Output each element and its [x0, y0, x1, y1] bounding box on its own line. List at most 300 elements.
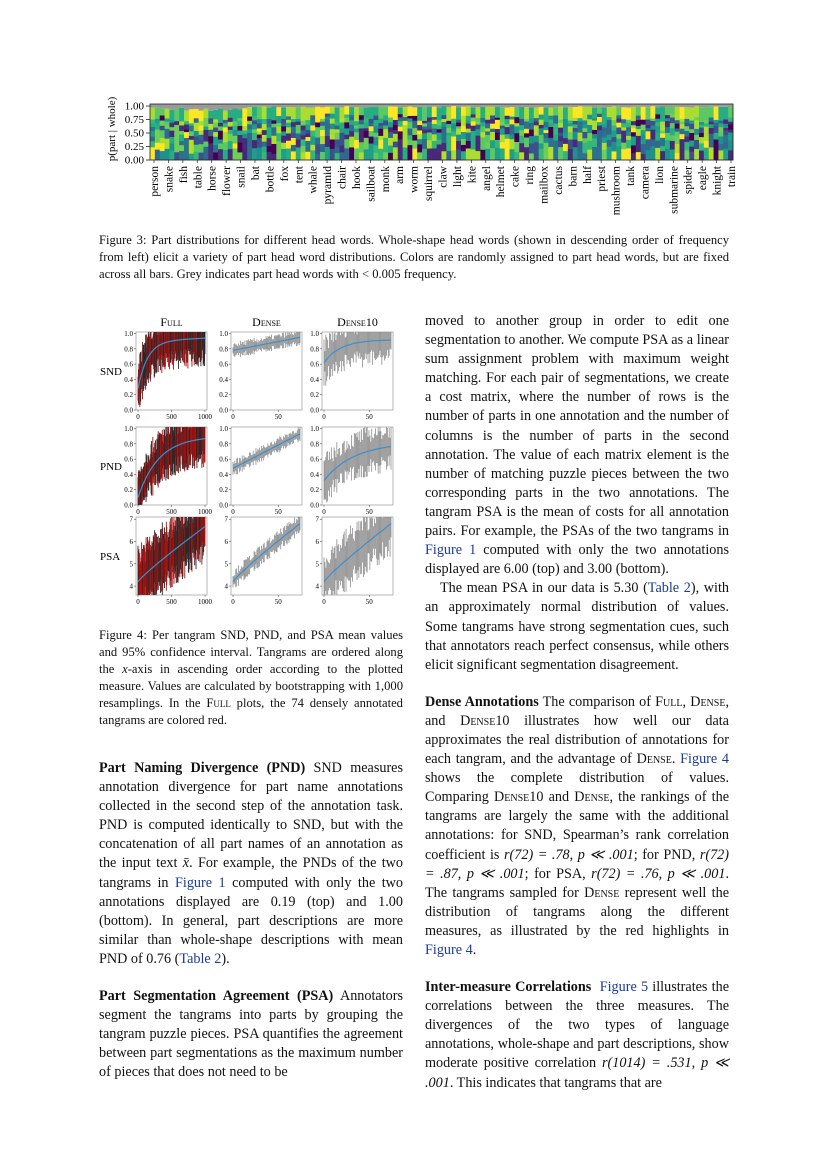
figure-4-row-label: PSA	[100, 551, 121, 563]
figure-3-bar-segment	[587, 119, 592, 125]
figure-3-bar-segment	[675, 153, 680, 161]
figure-3-bar-segment	[369, 119, 374, 123]
figure-3-bar-segment	[519, 125, 524, 130]
figure-3-bar-segment	[626, 148, 631, 160]
figure-3-bar-segment	[325, 129, 330, 136]
figure-4-ytick-label: 5	[129, 560, 133, 569]
figure-3-bar-segment	[179, 145, 184, 151]
figure-3-bar-segment	[694, 117, 699, 120]
figure-3-bar-segment-grey	[199, 104, 204, 111]
figure-4-ytick-label: 5	[315, 560, 319, 569]
figure-3-xtick-label: mailbox	[538, 166, 551, 204]
figure-3-bar-segment	[680, 148, 685, 160]
figure-3-bar-segment	[612, 130, 617, 137]
figure-3-bar-segment	[582, 120, 587, 125]
inter-measure-heading: Inter-measure Correlations	[425, 979, 592, 996]
figure-3-bar-segment	[709, 141, 714, 147]
figure-3-bar-segment	[612, 137, 617, 142]
figure-3-bar-segment	[573, 124, 578, 128]
figure-3-bar-segment	[422, 129, 427, 133]
figure-5-link[interactable]: Figure 5	[599, 979, 649, 996]
figure-3-bar-segment	[680, 107, 685, 119]
figure-3-bar-segment	[592, 138, 597, 147]
figure-3-bar-segment	[626, 120, 631, 123]
figure-3-bar-segment-grey	[354, 104, 359, 107]
figure-3-bar-segment-grey	[189, 104, 194, 109]
figure-3-bar-segment	[548, 133, 553, 138]
left-column-text	[99, 759, 403, 1083]
figure-3-bar-segment	[461, 119, 466, 126]
figure-3-bar-segment-grey	[548, 104, 553, 108]
figure-4-column-title: Dense10	[337, 315, 378, 329]
figure-3-bar-segment	[568, 126, 573, 129]
figure-3-bar-segment	[529, 153, 534, 160]
figure-3-bar-segment	[723, 107, 728, 120]
figure-3-bar-segment	[519, 130, 524, 136]
figure-3-bar-segment	[325, 107, 330, 114]
figure-3-bar-segment	[660, 138, 665, 147]
figure-3-bar-segment	[378, 106, 383, 118]
figure-3-bar-segment	[597, 117, 602, 122]
figure-3-bar-segment	[276, 126, 281, 133]
figure-3-bar-segment-grey	[165, 104, 170, 109]
figure-4-xtick-label: 500	[166, 413, 177, 421]
figure-4-link[interactable]: Figure 4	[425, 942, 473, 958]
figure-3-bar-segment-grey	[607, 104, 612, 107]
figure-3-bar-segment	[578, 118, 583, 121]
figure-3-bar-segment-grey	[276, 104, 281, 107]
figure-3-bar-segment	[675, 144, 680, 153]
figure-3-bar-segment	[524, 121, 529, 125]
figure-3-bar-segment-grey	[573, 104, 578, 107]
figure-3-bar-segment	[373, 145, 378, 153]
figure-3-bar-segment-grey	[636, 104, 641, 107]
figure-3-xtick-label: barn	[567, 166, 580, 187]
figure-3-bar-segment-grey	[680, 104, 685, 107]
figure-3-bar-segment	[631, 107, 636, 121]
figure-3-bar-segment	[699, 137, 704, 144]
figure-3-bar-segment	[689, 124, 694, 130]
figure-3-bar-segment-grey	[514, 104, 519, 108]
figure-3-bar-segment	[174, 133, 179, 138]
figure-3-bar-segment	[213, 122, 218, 127]
figure-3-bar-segment	[189, 148, 194, 154]
figure-3-bar-segment	[539, 128, 544, 135]
figure-3-bar-segment	[393, 130, 398, 134]
figure-3-bar-segment	[252, 129, 257, 133]
figure-3-bar-segment-grey	[325, 104, 330, 107]
figure-4-ytick-label: 0.2	[310, 486, 319, 495]
table-2-link[interactable]: Table 2	[647, 580, 691, 597]
figure-3-bar-segment	[680, 124, 685, 129]
figure-4-panel-psa-dense	[225, 516, 303, 606]
figure-3-xtick-label: half	[581, 166, 594, 184]
figure-3-bar-segment	[670, 135, 675, 141]
figure-4-ytick-label: 4	[224, 582, 228, 591]
figure-3-bar-segment	[276, 147, 281, 160]
figure-3-bar-segment	[655, 118, 660, 122]
figure-3-bar-segment	[335, 125, 340, 129]
figure-3-xtick-label: bottle	[264, 166, 277, 193]
figure-3-bar-segment	[544, 150, 549, 160]
figure-3-bar-segment	[373, 137, 378, 145]
figure-3-bar-segment	[495, 107, 500, 118]
figure-3-bar-segment	[442, 133, 447, 143]
figure-3-bar-segment	[718, 150, 723, 160]
figure-3-bar-segment	[553, 115, 558, 119]
figure-3-bar-segment	[539, 125, 544, 129]
figure-3-bar-segment	[189, 153, 194, 160]
figure-3-bar-segment	[539, 143, 544, 149]
figure-3-bar-segment	[417, 134, 422, 139]
figure-4-xtick-label: 0	[322, 413, 326, 421]
figure-3-bar-segment	[553, 140, 558, 152]
figure-3-bar-segment	[247, 133, 252, 138]
figure-3-bar-segment	[714, 139, 719, 150]
figure-3-chart	[95, 96, 745, 228]
figure-3-bar-segment	[271, 154, 276, 161]
figure-3-yticks	[125, 101, 150, 167]
figure-3-bar-segment-grey	[291, 104, 296, 107]
figure-3-bar-segment	[160, 143, 165, 151]
figure-3-bar-segment	[218, 149, 223, 160]
figure-3-bar-segment	[689, 146, 694, 152]
figure-4-ytick-label: 0.6	[310, 455, 319, 464]
figure-4-panel-pnd-dense	[219, 425, 302, 516]
figure-3-xtick-label: mushroom	[610, 166, 623, 216]
figure-3-bar-segment	[670, 117, 675, 123]
figure-3-bar-segment	[369, 136, 374, 143]
figure-3-bar-segment	[194, 136, 199, 145]
figure-3-bar-segment	[446, 151, 451, 161]
figure-3-bar-segment	[495, 148, 500, 161]
figure-3-bar-segment	[437, 144, 442, 152]
figure-3-bar-segment	[534, 131, 539, 136]
figure-3-bar-segment-grey	[208, 104, 213, 111]
figure-3-xtick-label: bat	[249, 166, 262, 181]
figure-4-ytick-label: 4	[315, 582, 319, 591]
pnd-paragraph: Part Naming Divergence (PND) SND measures annotation divergence for part name annotations collected in the second step of the annotation task. PND is computed identically to SND, but with the concatenation of all part names of an annotation as the input text x̄. For example, the PNDs of the two tangrams in Figure 1 computed with only the two annotations displayed are 0.19 (top) and 1.00 (bottom). In general, part descriptions are more similar than whole-shape descriptions with mean PND of 0.76 (Table 2).	[99, 760, 404, 967]
figure-3-bar-segment	[442, 115, 447, 119]
figure-3-bar-segment	[505, 138, 510, 148]
figure-3-bar-segment	[500, 125, 505, 128]
figure-3-bar-segment	[165, 132, 170, 138]
figure-3-bar-segment	[213, 145, 218, 153]
figure-3-bar-segment	[242, 119, 247, 124]
figure-3-bar-segment	[199, 140, 204, 145]
figure-3-bar-segment	[718, 144, 723, 151]
figure-3-bar-segment	[636, 126, 641, 129]
figure-3-bar-segment	[665, 121, 670, 127]
figure-3-bar-segment	[262, 106, 267, 119]
figure-3-bar-segment	[364, 131, 369, 138]
figure-1-link[interactable]: Figure 1	[175, 874, 226, 891]
figure-3-bar-segment	[208, 111, 213, 119]
figure-3-bar-segment	[480, 122, 485, 126]
figure-3-bar-segment	[271, 144, 276, 154]
figure-3-bar-segment	[339, 122, 344, 128]
figure-3-bar-segment	[301, 106, 306, 120]
figure-3-bar-segment	[529, 107, 534, 118]
figure-3-bar-segment	[203, 136, 208, 142]
figure-3-bar-segment	[310, 130, 315, 136]
figure-3-bar-segment	[388, 122, 393, 128]
figure-3-bar-segment	[714, 129, 719, 133]
figure-3-bar-segment	[461, 115, 466, 119]
figure-3-bar-segment	[544, 130, 549, 133]
figure-3-bar-segment	[684, 150, 689, 160]
figure-3-bar-segment	[296, 147, 301, 160]
figure-3-bar-segment	[233, 125, 238, 130]
figure-3-bar-segment	[670, 149, 675, 160]
figure-3-bar-segment	[592, 120, 597, 124]
figure-3-bar-segment	[320, 119, 325, 122]
figure-3-bar-segment	[616, 127, 621, 134]
figure-3-bar-segment	[228, 126, 233, 130]
figure-3-bar-segment	[228, 149, 233, 160]
figure-3-bar-segment	[320, 130, 325, 136]
figure-3-bar-segment	[456, 134, 461, 141]
figure-3-bar-segment-grey	[544, 104, 549, 107]
figure-3-bar-segment	[242, 130, 247, 134]
figure-3-bar-segment	[325, 113, 330, 116]
figure-3-bar-segment	[305, 108, 310, 120]
figure-3-xtick-label: knight	[711, 166, 724, 196]
figure-3-bar-segment	[320, 136, 325, 144]
figure-3-bar-segment	[519, 152, 524, 160]
figure-3-bar-segment	[262, 130, 267, 135]
figure-3-bar-segment	[417, 120, 422, 125]
figure-3-bar-segment	[310, 136, 315, 145]
figure-3-bar-segment	[534, 142, 539, 149]
figure-3-bar-segment	[723, 148, 728, 160]
figure-3-bar-segment	[718, 107, 723, 121]
figure-3-bar-segment	[344, 106, 349, 114]
figure-3-bar-segment	[203, 121, 208, 127]
figure-3-bar-segment	[325, 124, 330, 129]
figure-3-bar-segment	[548, 123, 553, 127]
figure-3-bar-segment	[199, 125, 204, 130]
figure-3-bar-segment	[398, 148, 403, 160]
figure-3-bar-segment	[403, 147, 408, 160]
figure-3-bar-segment	[461, 139, 466, 145]
figure-3-bar-segment	[714, 122, 719, 125]
figure-3-bar-segment	[344, 148, 349, 160]
figure-3-bar-segment	[660, 151, 665, 160]
figure-3-bar-segment	[442, 122, 447, 127]
figure-3-bar-segment	[485, 131, 490, 135]
figure-3-bar-segment	[169, 150, 174, 160]
figure-3-bar-segment	[339, 152, 344, 160]
figure-3-bar-segment	[281, 119, 286, 124]
figure-3-bar-segment	[213, 119, 218, 123]
figure-3-bar-segment	[179, 131, 184, 135]
figure-3-bar-segment	[427, 148, 432, 160]
figure-3-bar-segment	[461, 107, 466, 116]
figure-3-bar-segment	[476, 121, 481, 125]
figure-3-bar-segment	[271, 132, 276, 136]
figure-3-bar-segment-grey	[213, 104, 218, 110]
figure-3-bar-segment	[422, 107, 427, 121]
figure-3-bar-segment	[466, 123, 471, 128]
figure-3-xtick-label: angel	[480, 166, 493, 191]
figure-3-bar-segment	[247, 116, 252, 121]
figure-3-bar-segment	[184, 121, 189, 125]
figure-3-bar-segment-grey	[203, 104, 208, 109]
figure-3-bar-segment-grey	[369, 104, 374, 107]
figure-3-bar-segment	[412, 135, 417, 141]
figure-3-bar-segment	[456, 149, 461, 160]
figure-3-bar-segment	[558, 127, 563, 132]
figure-3-bar-segment	[388, 117, 393, 122]
figure-3-bar-segment	[422, 149, 427, 161]
figure-3-bar-segment	[257, 138, 262, 148]
figure-3-bar-segment	[675, 136, 680, 144]
figure-3-bar-segment	[223, 142, 228, 150]
figure-3-bar-segment	[237, 126, 242, 131]
figure-3-bar-segment-grey	[247, 104, 252, 107]
figure-3-bar-segment	[500, 117, 505, 121]
figure-3-bar-segment	[718, 132, 723, 137]
figure-4-panel-snd-dense	[219, 330, 302, 421]
figure-3-bar-segment	[485, 119, 490, 123]
figure-3-bar-segment	[354, 125, 359, 129]
figure-3-bar-segment	[597, 114, 602, 117]
figure-3-bar-segment	[558, 106, 563, 119]
figure-3-bar-segment	[539, 107, 544, 115]
figure-3-bar-segment	[670, 107, 675, 114]
figure-3-bar-segment	[684, 107, 689, 119]
figure-3-bar-segment	[223, 137, 228, 142]
figure-4-panel-snd-full	[124, 330, 212, 421]
figure-3-xtick-label: whale	[307, 166, 320, 194]
figure-3-bar-segment-grey	[582, 104, 587, 107]
figure-3-bar-segment	[544, 138, 549, 143]
figure-3-bar-segment	[150, 131, 155, 137]
figure-3-bar-segment	[466, 141, 471, 149]
figure-3-bar-segment	[548, 115, 553, 119]
figure-4-ytick-label: 0.8	[310, 440, 319, 449]
figure-3-bar-segment-grey	[500, 104, 505, 107]
figure-3-bar-segment	[252, 148, 257, 160]
figure-3-bar-segment	[354, 121, 359, 125]
figure-3-bar-segment	[718, 120, 723, 123]
figure-3-bar-segment	[480, 107, 485, 118]
figure-1-link[interactable]: Figure 1	[425, 542, 477, 559]
figure-3-bar-segment	[684, 123, 689, 127]
figure-3-bar-segment	[325, 147, 330, 161]
figure-3-bar-segment	[616, 107, 621, 115]
figure-3-bar-segment	[286, 107, 291, 116]
figure-3-bar-segment	[553, 152, 558, 160]
figure-3-bar-segment	[335, 121, 340, 125]
figure-3-bar-segment	[480, 141, 485, 150]
figure-4-ytick-label: 7	[224, 515, 228, 524]
figure-3-bar-segment	[301, 130, 306, 135]
figure-3-bar-segment	[563, 138, 568, 144]
figure-3-bar-segment	[456, 122, 461, 126]
figure-3-bar-segment	[476, 151, 481, 160]
figure-3-bar-segment	[165, 149, 170, 161]
figure-3-bar-segment	[252, 120, 257, 124]
figure-3-bar-segment	[602, 143, 607, 150]
figure-3-bar-segment	[612, 151, 617, 160]
figure-3-bar-segment	[582, 143, 587, 154]
figure-3-bar-segment	[267, 131, 272, 138]
figure-3-bar-segment	[631, 136, 636, 145]
figure-3-bar-segment	[388, 145, 393, 153]
figure-3-bar-segment	[471, 107, 476, 114]
figure-3-bar-segment	[267, 127, 272, 132]
figure-3-bar-segment	[199, 152, 204, 160]
figure-3-bar-segment	[587, 129, 592, 133]
figure-3-bar-segment	[602, 150, 607, 161]
figure-3-bar-segment-grey	[505, 104, 510, 107]
figure-3-bar-segment	[514, 133, 519, 142]
figure-3-bar-segment	[548, 119, 553, 123]
figure-4-ytick-label: 0.8	[124, 345, 133, 354]
figure-3-bar-segment	[281, 126, 286, 131]
table-2-link[interactable]: Table 2	[179, 950, 222, 967]
figure-3-bar-segment	[592, 130, 597, 134]
figure-3-bar-segment	[612, 142, 617, 152]
figure-3-bar-segment	[335, 129, 340, 132]
figure-4-link[interactable]: Figure 4	[680, 751, 730, 768]
figure-3-bar-segment	[631, 125, 636, 128]
figure-3-bar-segment	[213, 127, 218, 132]
figure-3-bar-segment	[252, 116, 257, 121]
figure-3-bar-segment	[514, 126, 519, 133]
figure-3-bar-segment	[636, 115, 641, 120]
figure-3-bar-segment	[349, 107, 354, 115]
figure-3-bar-segment	[636, 107, 641, 116]
figure-3-bar-segment	[539, 135, 544, 144]
figure-3-bar-segment	[223, 123, 228, 128]
figure-3-bar-segment	[344, 128, 349, 135]
figure-3-xtick-label: arm	[394, 166, 407, 184]
figure-3-bar-segment	[548, 127, 553, 134]
figure-3-bar-segment	[432, 117, 437, 120]
figure-3-bar-segment	[237, 135, 242, 143]
figure-3-bar-segment	[203, 141, 208, 147]
figure-3-bar-segment	[281, 131, 286, 136]
figure-3-bar-segment	[310, 108, 315, 116]
figure-3-bar-segment	[490, 119, 495, 124]
figure-3-bar-segment	[184, 129, 189, 132]
figure-3-bar-segment	[150, 127, 155, 131]
figure-3-bar-segment	[398, 131, 403, 139]
figure-4-xtick-label: 0	[136, 598, 140, 606]
figure-3-bar-segment	[704, 134, 709, 141]
figure-3-bar-segment	[354, 140, 359, 149]
figure-3-bar-segment-grey	[553, 104, 558, 107]
figure-4-xtick-label: 50	[365, 598, 373, 606]
figure-3-bar-segment	[150, 147, 155, 160]
figure-4-panel-pnd-dense10	[310, 425, 393, 516]
figure-3-bar-segment	[179, 134, 184, 141]
figure-3-bar-segment	[388, 106, 393, 117]
figure-3-bar-segment	[208, 143, 213, 153]
figure-3-bar-segment-grey	[480, 104, 485, 107]
figure-3-bar-segment	[291, 126, 296, 132]
figure-3-bar-segment	[383, 138, 388, 146]
figure-3-bar-segment	[490, 148, 495, 161]
figure-3-bar-segment	[359, 124, 364, 128]
figure-3-bar-segment	[194, 127, 199, 131]
figure-3-ytick-label: 0.75	[124, 114, 144, 126]
figure-3-xtick-label: flower	[221, 166, 234, 197]
figure-3-bar-segment	[398, 126, 403, 131]
